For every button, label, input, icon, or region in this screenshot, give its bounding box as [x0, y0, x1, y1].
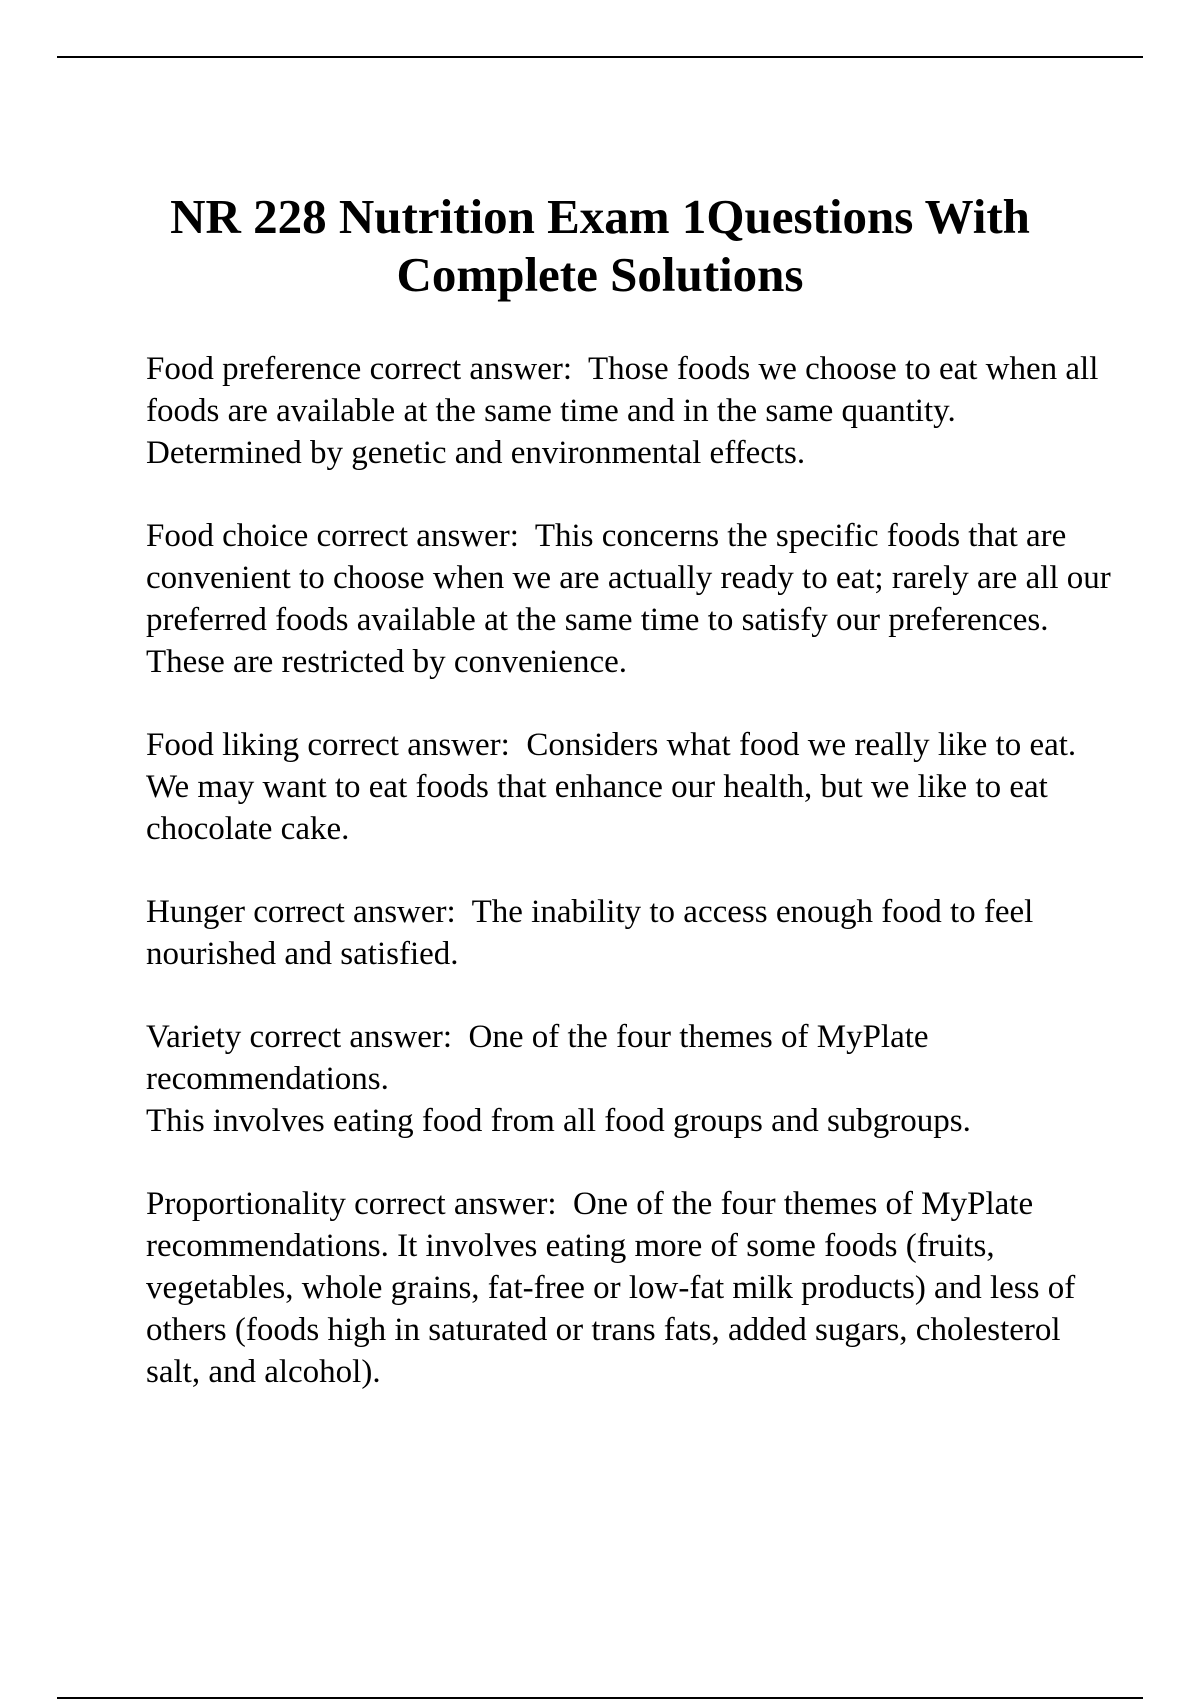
entry-separator: correct answer:: [241, 1019, 469, 1055]
entry-separator: correct answer:: [299, 727, 527, 763]
bottom-divider: [57, 1697, 1143, 1699]
entry-answer: Considers what food we really like to eat. We may want to eat foods that enhance our health, but we like to eat chocolate cake.: [146, 727, 1077, 847]
entry-term: Food preference: [146, 351, 362, 387]
entry-separator: correct answer:: [308, 518, 535, 554]
entry-separator: correct answer:: [361, 351, 588, 387]
entry-term: Food choice: [146, 518, 309, 554]
qa-entry: [146, 1016, 1116, 1142]
entry-term: Hunger: [146, 894, 245, 930]
entry-separator: correct answer:: [244, 894, 472, 930]
entry-term: Proportionality: [146, 1186, 346, 1222]
entry-answer: The inability to access enough food to feel nourished and satisfied.: [146, 894, 1034, 972]
qa-entry: [146, 724, 1116, 850]
entry-term: Variety: [146, 1019, 242, 1055]
qa-entry: [146, 515, 1116, 683]
entry-answer: One of the four themes of MyPlate recommendations.: [146, 1019, 929, 1097]
qa-entry: [146, 891, 1116, 975]
qa-entry: [146, 348, 1116, 474]
top-divider: [57, 56, 1143, 58]
entry-answer: One of the four themes of MyPlate recommendations. It involves eating more of some foods (fruits, vegetables, whole grains, fat-free or low-fat milk products) and less of others (foods high in saturated or trans fats, added sugars, cholesterol salt, and alcohol).: [146, 1186, 1076, 1390]
entry-extra: This involves eating food from all food groups and subgroups.: [146, 1103, 971, 1139]
entry-answer: Those foods we choose to eat when all foods are available at the same time and in the same quantity. Determined by genetic and environmental effects.: [146, 351, 1099, 471]
document-title: NR 228 Nutrition Exam 1Questions With Complete Solutions: [170, 189, 1030, 302]
entry-term: Food liking: [146, 727, 300, 763]
entry-separator: correct answer:: [345, 1186, 574, 1222]
document-body: [146, 348, 1116, 1434]
qa-entry: [146, 1183, 1116, 1393]
entry-answer: This concerns the specific foods that are convenient to choose when we are actually ready to eat; rarely are all our preferred foods available at the same time to satisfy our preferences. These are restricted by convenience.: [146, 518, 1111, 680]
